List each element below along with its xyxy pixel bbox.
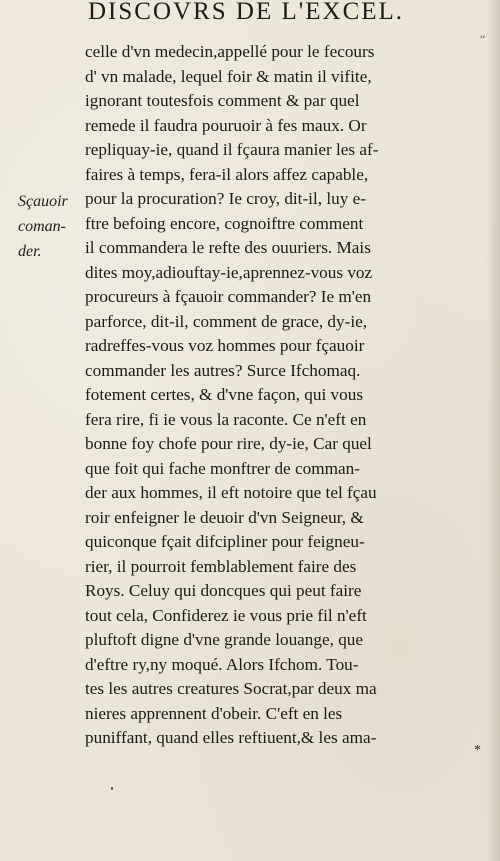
text-line: procureurs à fçauoir commander? Ie m'en [85, 287, 372, 306]
text-line: bonne foy chofe pour rire, dy-ie, Car quel [85, 434, 372, 453]
text-line: d' vn malade, lequel foir & matin il vifite, [85, 66, 372, 86]
margin-note [18, 189, 88, 264]
text-line: faires à temps, fera-il alors affez capable, [85, 164, 369, 184]
ink-speck [111, 787, 113, 790]
text-line: celle d'vn medecin,appellé pour le fecours [85, 42, 375, 61]
text-line: fotement certes, & d'vne façon, qui vous [85, 385, 364, 404]
text-line: pour la procuration? Ie croy, dit-il, luy e- [85, 189, 366, 208]
margin-note-line: Sçauoir [18, 193, 68, 210]
margin-note-line: coman- [18, 218, 66, 235]
text-line: der aux hommes, il eft notoire que tel fçau [85, 483, 377, 502]
text-line: puniffant, quand elles reftiuent,& les ama- [85, 728, 377, 747]
text-line: tes les autres creatures Socrat,par deux ma [85, 679, 377, 698]
text-line: radreffes-vous voz hommes pour fçauoir [85, 336, 365, 355]
body-text [85, 40, 480, 751]
show-through-bleed [175, 775, 275, 801]
margin-mark-top: “ [480, 32, 486, 46]
text-line: tout cela, Confiderez ie vous prie fil n'eft [85, 605, 367, 625]
text-line: d'eftre ry,ny moqué. Alors Ifchom. Tou- [85, 654, 359, 674]
text-line: roir enfeigner le deuoir d'vn Seigneur, & [85, 507, 364, 527]
text-line: Roys. Celuy qui doncques qui peut faire [85, 581, 362, 600]
text-line: ignorant toutesfois comment & par quel [85, 91, 360, 110]
page-gutter-shadow [486, 0, 500, 861]
text-line: nieres apprennent d'obeir. C'eft en les [85, 703, 343, 723]
text-line: fera rire, fi ie vous la raconte. Ce n'eft en [85, 409, 367, 429]
text-line: commander les autres? Surce Ifchomaq. [85, 360, 361, 380]
text-line: repliquay-ie, quand il fçaura manier les af- [85, 140, 379, 159]
margin-note-line: der. [18, 243, 42, 260]
margin-mark-bottom: * [474, 743, 481, 758]
text-line: remede il faudra pouruoir à fes maux. Or [85, 115, 367, 135]
running-head: DISCOVRS DE L'EXCEL. [88, 0, 405, 25]
text-line: rier, il pourroit femblablement faire des [85, 556, 357, 576]
text-line: pluftoft digne d'vne grande louange, que [85, 630, 364, 649]
text-line: que foit qui fache monftrer de comman- [85, 458, 360, 478]
text-line: quiconque fçait difcipliner pour feigneu- [85, 532, 365, 551]
text-line: ftre befoing encore, cognoiftre comment [85, 213, 364, 233]
text-line: il commandera le refte des ouuriers. Mais [85, 238, 371, 257]
text-line: dites moy,adiouftay-ie,aprennez-vous voz [85, 262, 373, 282]
text-line: parforce, dit-il, comment de grace, dy-ie, [85, 311, 368, 331]
